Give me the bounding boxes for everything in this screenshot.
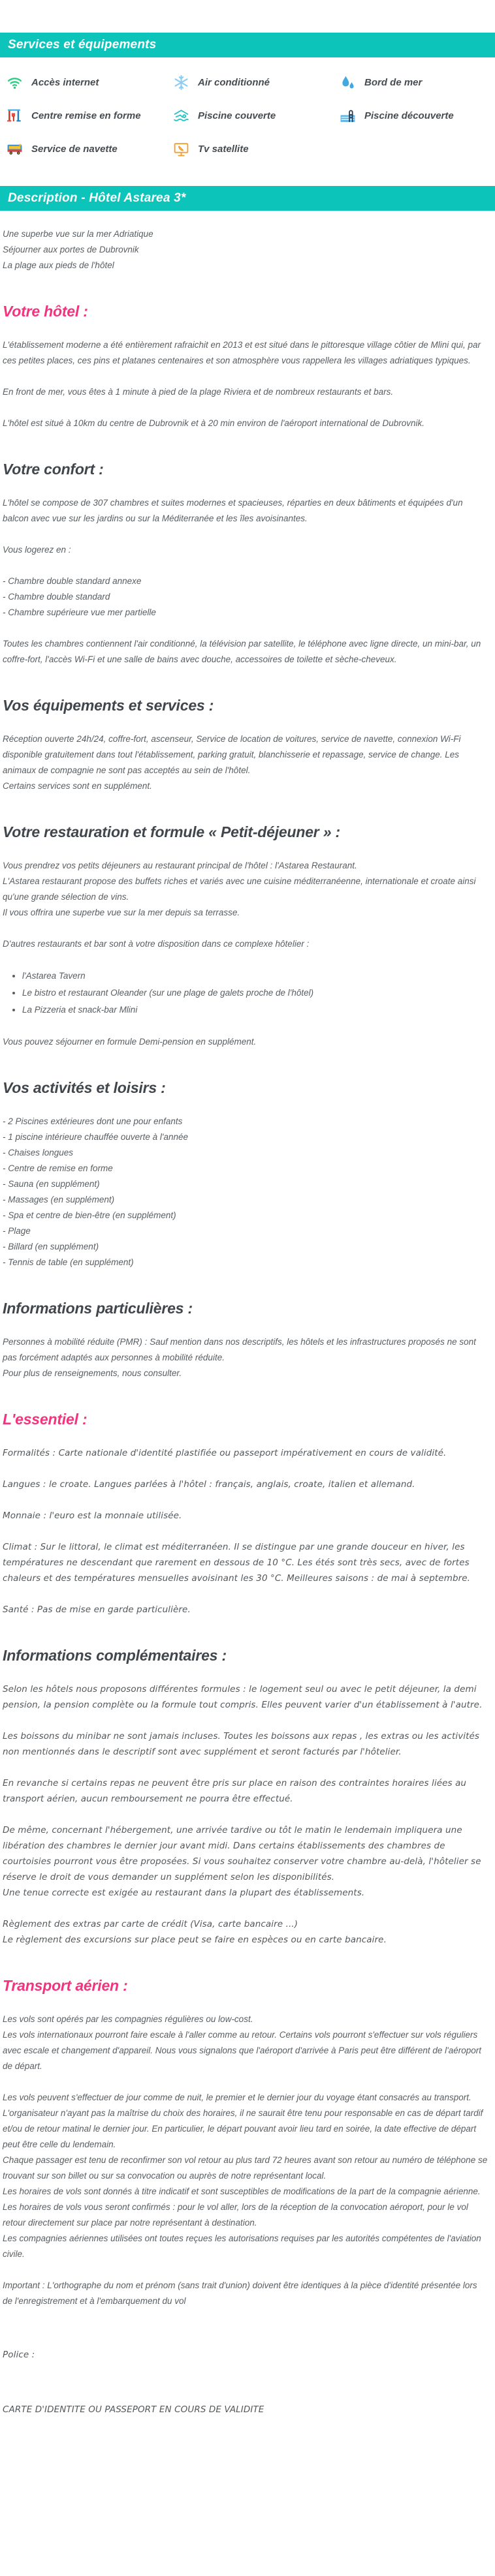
text-line: Chaque passager est tenu de reconfirmer son vol retour au plus tard 72 heures avant son retour au numéro de téléphone se trouvant sur son billet ou sur sa convocation ou auprès de notre représentant local.: [3, 2155, 488, 2181]
text-line: Le règlement des excursions sur place peut se faire en espèces ou en carte bancaire.: [3, 1935, 387, 1945]
text-line: - Chambre double standard annexe: [3, 576, 142, 586]
paragraph: [3, 1334, 488, 1381]
paragraph: L'établissement moderne a été entièrement rafraichit en 2013 et est situé dans le pittoresque village côtier de Mlini qui, par ces petites places, ces pins et platanes centenaires et son atmosphère vous rappellera les villages adriatiques typiques.: [3, 340, 481, 365]
bullet-item: • Le bistro et restaurant Oleander (sur une plage de galets proche de l'hôtel): [22, 985, 488, 1002]
amenity-label: Bord de mer: [364, 77, 423, 88]
text-line: Les compagnies aériennes utilisées ont toutes reçues les autorisations requises par les autorités compétentes de l'aviation civile.: [3, 2233, 481, 2259]
text-line: Règlement des extras par carte de crédit (Visa, carte bancaire ...): [3, 1919, 298, 1929]
paragraph: [3, 574, 488, 621]
amenity-label: Tv satellite: [198, 144, 249, 155]
text-line: Séjourner aux portes de Dubrovnik: [3, 245, 139, 254]
services-header-title: Services et équipements: [8, 38, 157, 52]
paragraph: Formalités : Carte nationale d'identité plastifiée ou passeport impérativement en cours de validité.: [3, 1448, 447, 1458]
paragraph: [3, 1822, 488, 1901]
description-header-band: [0, 186, 495, 211]
paragraph: CARTE D'IDENTITE OU PASSEPORT EN COURS DE VALIDITE: [3, 2404, 264, 2415]
text-line: De même, concernant l'hébergement, une arrivée tardive ou tôt le matin le lendemain impliquera une libération des chambres le dernier jour avant midi. Dans certains établissements des chambres de courtoisies pourront vous être proposées. Si vous souhaitez conserver votre chambre au-delà, l'hôtelier se réserve le droit de vous demander un supplément selon les disponibilités.: [3, 1825, 481, 1882]
paragraph: En front de mer, vous êtes à 1 minute à pied de la plage Riviera et de nombreux restaurants et bars.: [3, 387, 394, 397]
text-line: - Massages (en supplément): [3, 1195, 115, 1204]
paragraph: [3, 226, 488, 273]
paragraph: Langues : le croate. Langues parlées à l'hôtel : français, anglais, croate, italien et allemand.: [3, 1479, 415, 1490]
fitness-machine-icon: [7, 108, 23, 124]
amenity-air-conditioning: [173, 74, 340, 91]
text-line: Les vols peuvent s'effectuer de jour comme de nuit, le premier et le dernier jour du voyage étant consacrés au transport. L'organisateur n'ayant pas la maîtrise du choix des horaires, il ne saurait être tenu pour responsable en cas de départ tardif et/ou de retour matinal le dernier jour. En particulier, le départ pouvant avoir lieu tard en soirée, la date effective de départ peut être celle du lendemain.: [3, 2093, 483, 2149]
amenity-label: Accès internet: [31, 77, 99, 88]
bullet-item: • La Pizzeria et snack-bar Mlini: [22, 1002, 488, 1019]
text-line: - Spa et centre de bien-être (en supplément): [3, 1210, 176, 1220]
amenity-label: Piscine couverte: [198, 110, 276, 121]
text-line: - Plage: [3, 1226, 31, 1236]
section-heading: Informations complémentaires :: [3, 1647, 227, 1664]
amenity-seaside: [340, 74, 495, 91]
text-line: Certains services sont en supplément.: [3, 781, 152, 791]
paragraph: [3, 731, 488, 794]
amenity-label: Air conditionné: [198, 77, 270, 88]
text-line: - Tennis de table (en supplément): [3, 1257, 134, 1267]
paragraph: Monnaie : l'euro est la monnaie utilisée.: [3, 1510, 182, 1521]
section-heading: Informations particulières :: [3, 1300, 193, 1317]
amenity-indoor-pool: [173, 108, 340, 124]
text-line: Une tenue correcte est exigée au restaurant dans la plupart des établissements.: [3, 1888, 365, 1898]
text-line: La plage aux pieds de l'hôtel: [3, 260, 114, 270]
section-heading: Votre hôtel :: [3, 303, 88, 320]
text-line: Les vols sont opérés par les compagnies régulières ou low-cost.: [3, 2014, 253, 2024]
amenity-fitness: [7, 108, 173, 124]
text-line: - 1 piscine intérieure chauffée ouverte à l'année: [3, 1132, 189, 1142]
text-line: - Centre de remise en forme: [3, 1163, 113, 1173]
text-line: L'Astarea restaurant propose des buffets riches et variés avec une cuisine méditerranéenne, internationale et croate ainsi qu'une grande sélection de vins.: [3, 876, 476, 902]
amenity-shuttle: [7, 141, 173, 157]
paragraph: L'hôtel se compose de 307 chambres et suites modernes et spacieuses, réparties en deux bâtiments et équipées d'un balcon avec vue sur les jardins ou sur la Méditerranée et les îles avoisinantes.: [3, 498, 463, 523]
services-header-band: [0, 33, 495, 57]
bullet-list: [3, 968, 488, 1019]
section-heading: Vos équipements et services :: [3, 697, 214, 714]
water-drops-icon: [340, 74, 356, 91]
tv-satellite-icon: [173, 141, 189, 157]
description-header-title: Description - Hôtel Astarea 3*: [8, 191, 186, 205]
paragraph: [3, 2090, 488, 2262]
paragraph: Vous pouvez séjourner en formule Demi-pension en supplément.: [3, 1037, 257, 1047]
amenity-label: Piscine découverte: [364, 110, 454, 121]
text-line: - Chambre double standard: [3, 592, 110, 602]
paragraph: Climat : Sur le littoral, le climat est méditerranéen. Il se distingue par une grande douceur en hiver, les températures ne descendant que rarement en dessous de 10 °C. Les étés sont très secs, avec de fortes chaleurs et des températures mensuelles avoisinant les 30 °C. Meilleures saisons : de mai à septembre.: [3, 1542, 471, 1584]
pool-ladder-icon: [340, 108, 356, 124]
paragraph: Vous logerez en :: [3, 545, 71, 555]
section-heading: Votre restauration et formule « Petit-déjeuner » :: [3, 823, 340, 840]
shuttle-bus-icon: [7, 141, 23, 157]
amenities-grid: [0, 57, 495, 186]
paragraph: Police :: [3, 2350, 35, 2360]
paragraph: L'hôtel est situé à 10km du centre de Dubrovnik et à 20 min environ de l'aéroport international de Dubrovnik.: [3, 418, 425, 428]
text-line: Pour plus de renseignements, nous consulter.: [3, 1368, 182, 1378]
text-line: Réception ouverte 24h/24, coffre-fort, ascenseur, Service de location de voitures, service de navette, connexion Wi-Fi disponible gratuitement dans tout l'établissement, parking gratuit, blanchisserie et repassage, service de change. Les animaux de compagnie ne sont pas acceptés au sein de l'hôtel.: [3, 734, 461, 775]
description-content: [0, 226, 495, 2417]
snowflake-icon: [173, 74, 189, 91]
paragraph: Les boissons du minibar ne sont jamais incluses. Toutes les boissons aux repas , les extras ou les activités non mentionnés dans le descriptif sont avec supplément et seront facturés par l'hôtelier.: [3, 1731, 480, 1757]
amenity-outdoor-pool: [340, 108, 495, 124]
text-line: Il vous offrira une superbe vue sur la mer depuis sa terrasse.: [3, 908, 240, 917]
text-line: Une superbe vue sur la mer Adriatique: [3, 229, 153, 239]
section-heading: Votre confort :: [3, 461, 104, 478]
text-line: - Billard (en supplément): [3, 1242, 99, 1251]
wifi-icon: [7, 74, 23, 91]
paragraph: Selon les hôtels nous proposons différentes formules : le logement seul ou avec le petit déjeuner, la demi pension, la pension complète ou la formule tout compris. Elles peuvent varier d'un établissement à l'autre.: [3, 1684, 483, 1710]
paragraph: [3, 858, 488, 921]
text-line: Les vols internationaux pourront faire escale à l'aller comme au retour. Certains vols pourront s'effectuer sur vols réguliers avec escale et changement d'appareil. Nous vous signalons que l'aéroport d'arrivée à Paris peut être différent de l'aéroport de départ.: [3, 2030, 481, 2071]
paragraph: [3, 1916, 488, 1948]
paragraph: [3, 2012, 488, 2074]
paragraph: Important : L'orthographe du nom et prénom (sans trait d'union) doivent être identiques à la pièce d'identité présentée lors de l'enregistrement et à l'embarquement du vol: [3, 2280, 477, 2306]
text-line: Les horaires de vols sont donnés à titre indicatif et sont susceptibles de modifications de la part de la compagnie aérienne. Les horaires de vols vous seront confirmés : pour le vol aller, lors de la réception de la convocation aéroport, pour le vol retour directement sur place par notre représentant à destination.: [3, 2186, 481, 2228]
swimmer-icon: [173, 108, 189, 124]
text-line: - Chaises longues: [3, 1148, 74, 1158]
amenity-label: Centre remise en forme: [31, 110, 141, 121]
amenity-internet: [7, 74, 173, 91]
text-line: Vous prendrez vos petits déjeuners au restaurant principal de l'hôtel : l'Astarea Restaurant.: [3, 861, 357, 870]
section-heading: Transport aérien :: [3, 1977, 128, 1994]
bullet-item: • l'Astarea Tavern: [22, 968, 488, 985]
paragraph: D'autres restaurants et bar sont à votre disposition dans ce complexe hôtelier :: [3, 939, 310, 949]
section-heading: Vos activités et loisirs :: [3, 1079, 166, 1096]
amenity-tv: [173, 141, 340, 157]
paragraph: Santé : Pas de mise en garde particulière.: [3, 1604, 191, 1615]
paragraph: En revanche si certains repas ne peuvent être pris sur place en raison des contraintes horaires liées au transport aérien, aucun remboursement ne pourra être effectué.: [3, 1778, 467, 1804]
text-line: Personnes à mobilité réduite (PMR) : Sauf mention dans nos descriptifs, les hôtels et les infrastructures proposés ne sont pas forcément adaptés aux personnes à mobilité réduite.: [3, 1337, 476, 1362]
text-line: - 2 Piscines extérieures dont une pour enfants: [3, 1116, 183, 1126]
section-heading: L'essentiel :: [3, 1411, 88, 1428]
paragraph: Toutes les chambres contiennent l'air conditionné, la télévision par satellite, le téléphone avec ligne directe, un mini-bar, un coffre-fort, l'accès Wi-Fi et une salle de bains avec douche, accessoires de toilette et sèche-cheveux.: [3, 639, 481, 664]
text-line: - Chambre supérieure vue mer partielle: [3, 607, 156, 617]
amenity-label: Service de navette: [31, 144, 118, 155]
paragraph: [3, 1114, 488, 1270]
text-line: - Sauna (en supplément): [3, 1179, 100, 1189]
